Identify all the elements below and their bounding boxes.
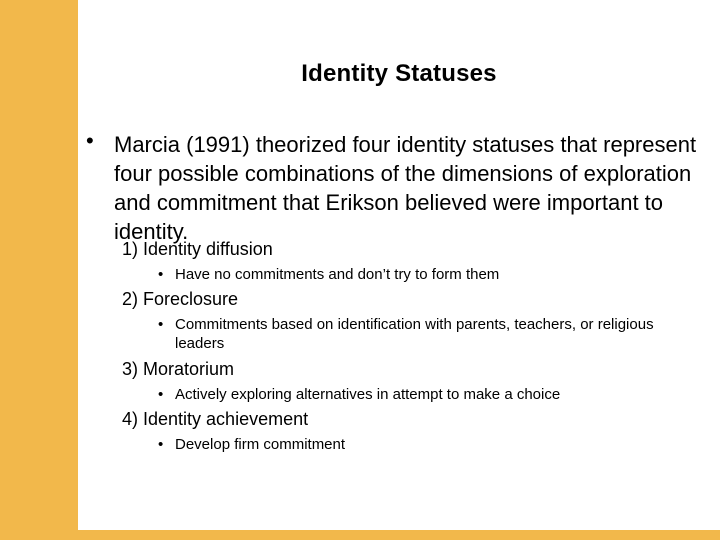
- list-item-identity-achievement: [122, 408, 308, 430]
- subbullet-text: Commitments based on identification with parents, teachers, or religious leaders: [175, 316, 654, 352]
- list-item-moratorium: [122, 358, 234, 380]
- item-number: 3): [122, 359, 139, 379]
- slide-title: Identity Statuses: [301, 60, 497, 87]
- subbullet-marker: •: [158, 386, 164, 403]
- item-label: Moratorium: [143, 359, 235, 379]
- subbullet-marker: •: [158, 436, 164, 453]
- accent-band-bottom: [0, 530, 720, 540]
- list-item-foreclosure: [122, 288, 238, 310]
- item-number: 2): [122, 289, 139, 309]
- list-item-identity-diffusion: [122, 238, 273, 260]
- accent-band-left: [0, 0, 78, 540]
- main-bullet-text: Marcia (1991) theorized four identity statuses that represent four possible combinations of the dimensions of exploration and commitment that Erikson believed were important to identity.: [114, 132, 697, 244]
- item-number: 4): [122, 409, 139, 429]
- item-label: Identity diffusion: [143, 239, 273, 259]
- subbullet-marker: •: [158, 266, 164, 283]
- subbullet-moratorium: [158, 385, 698, 404]
- subbullet-identity-achievement: [158, 435, 698, 454]
- subbullet-text: Have no commitments and don’t try to form them: [175, 266, 500, 283]
- subbullet-marker: •: [158, 316, 164, 333]
- item-label: Foreclosure: [143, 289, 239, 309]
- item-label: Identity achievement: [143, 409, 309, 429]
- main-bullet-marker: •: [86, 128, 94, 153]
- subbullet-text: Develop firm commitment: [175, 436, 346, 453]
- subbullet-identity-diffusion: [158, 265, 698, 284]
- item-number: 1): [122, 239, 139, 259]
- subbullet-text: Actively exploring alternatives in attempt to make a choice: [175, 386, 561, 403]
- subbullet-foreclosure: [158, 315, 698, 353]
